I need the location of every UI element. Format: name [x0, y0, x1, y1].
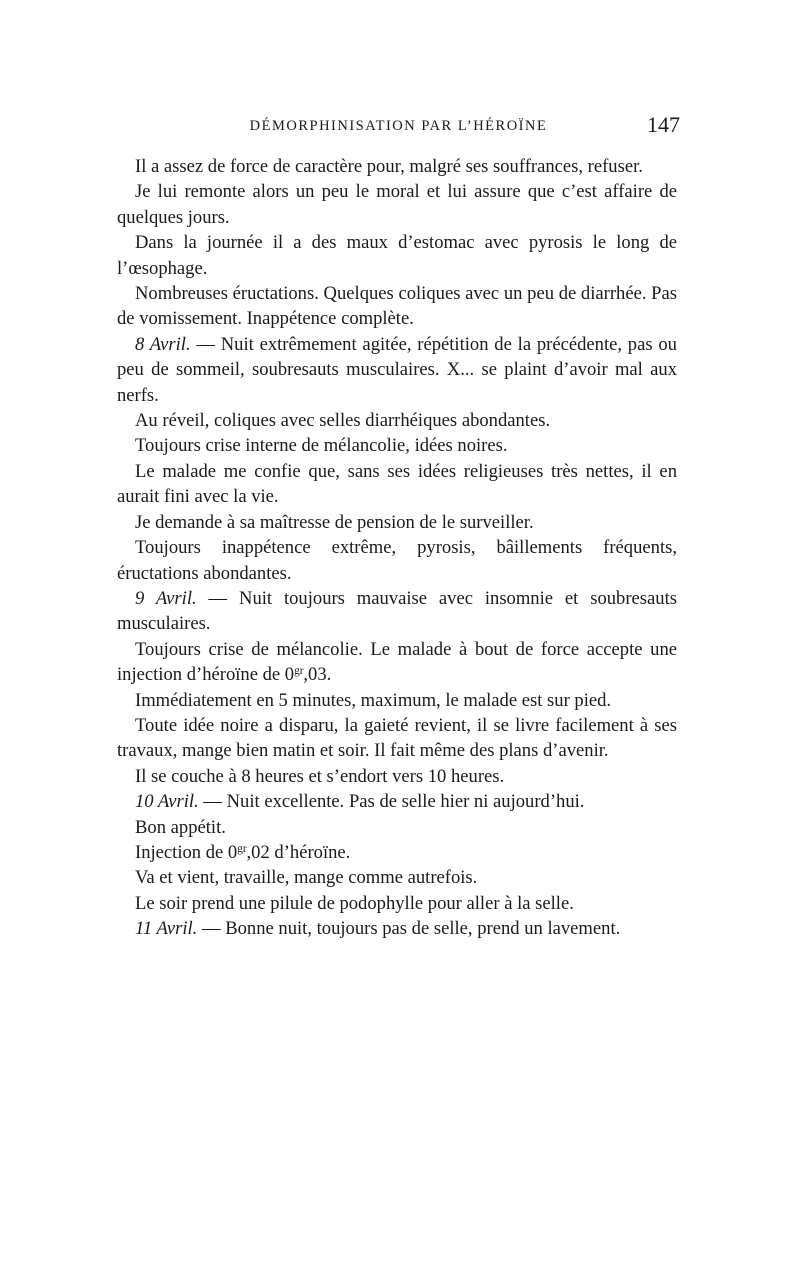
paragraph: Nombreuses éructations. Quelques coliques avec un peu de diarrhée. Pas de vomissement. Inappétence complète.: [117, 283, 677, 330]
page-header: [117, 112, 680, 146]
paragraph: 8 Avril. — Nuit extrêmement agitée, répétition de la précédente, pas ou peu de sommeil, soubresauts musculaires. X... se plaint d’avoir mal aux nerfs.: [117, 333, 677, 406]
paragraph: Le malade me confie que, sans ses idées religieuses très nettes, il en aurait fini avec la vie.: [117, 460, 677, 508]
entry-date: 10 Avril.: [135, 791, 199, 813]
paragraph: Je lui remonte alors un peu le moral et lui assure que c’est affaire de quelques jours.: [117, 181, 677, 228]
paragraph: Toujours crise interne de mélancolie, idées noires.: [135, 435, 508, 457]
paragraph: Au réveil, coliques avec selles diarrhéiques abondantes.: [135, 410, 551, 432]
paragraph: Injection de $0^{gr},02$ d’héroïne.: [135, 841, 351, 863]
running-title: DÉMORPHINISATION PAR L’HÉROÏNE: [249, 118, 548, 134]
paragraph: Il se couche à 8 heures et s’endort vers 10 heures.: [135, 765, 505, 787]
paragraph: Toujours crise de mélancolie. Le malade à bout de force accepte une injection d’héroïne de $0^{gr},03$.: [117, 638, 677, 686]
body-text: [117, 154, 677, 942]
paragraph: Bon appétit.: [135, 816, 226, 838]
paragraph: Toujours inappétence extrême, pyrosis, bâillements fréquents, éructations abondantes.: [117, 537, 677, 584]
paragraph: Le soir prend une pilule de podophylle pour aller à la selle.: [135, 892, 574, 914]
entry-date: 9 Avril.: [135, 587, 197, 609]
entry-date: 11 Avril.: [135, 918, 198, 940]
paragraph: Immédiatement en 5 minutes, maximum, le malade est sur pied.: [135, 689, 612, 711]
paragraph: Dans la journée il a des maux d’estomac avec pyrosis le long de l’œsophage.: [117, 232, 677, 279]
paragraph: 10 Avril. — Nuit excellente. Pas de selle hier ni aujourd’hui.: [135, 791, 585, 813]
page-number: 147: [647, 112, 680, 137]
paragraph: 9 Avril. — Nuit toujours mauvaise avec insomnie et soubresauts musculaires.: [117, 587, 677, 635]
paragraph: Toute idée noire a disparu, la gaieté revient, il se livre facilement à ses travaux, mange bien matin et soir. Il fait même des plans d’avenir.: [117, 714, 677, 762]
entry-date: 8 Avril.: [135, 333, 191, 355]
paragraph: 11 Avril. — Bonne nuit, toujours pas de selle, prend un lavement.: [135, 918, 621, 940]
paragraph: Va et vient, travaille, mange comme autrefois.: [135, 867, 478, 889]
paragraph: Il a assez de force de caractère pour, malgré ses souffrances, refuser.: [135, 156, 643, 177]
paragraph: Je demande à sa maîtresse de pension de le surveiller.: [135, 511, 534, 533]
